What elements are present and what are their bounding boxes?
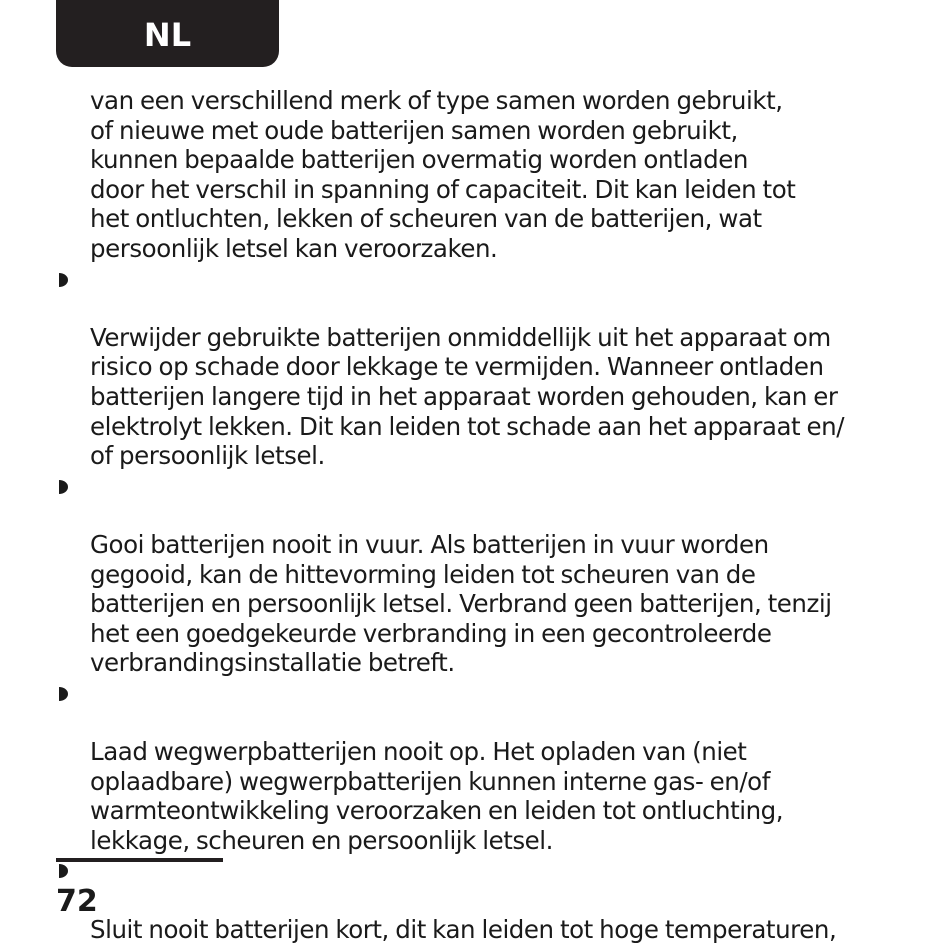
language-tab [56,0,279,67]
safety-bullet-list [56,264,916,945]
page-number: 72 [56,884,98,919]
half-circle-bullet-icon [59,687,68,701]
safety-bullet-item [56,855,916,944]
intro-paragraph: van een verschillend merk of type samen worden gebruikt, of nieuwe met oude batterijen samen worden gebruikt, kunnen bepaalde batterijen overmatig worden ontladen door het verschil in spanning of capaciteit. Dit kan leiden tot het ontluchten, lekken of scheuren van de batterijen, wat persoonlijk letsel kan veroorzaken. [90,86,796,263]
safety-bullet-item [56,471,916,678]
footer-divider [56,858,223,862]
safety-bullet-item [56,264,916,471]
half-circle-bullet-icon [59,480,68,494]
bullet-text: Gooi batterijen nooit in vuur. Als batterijen in vuur worden gegooid, kan de hittevorming leiden tot scheuren van de batterijen en persoonlijk letsel. Verbrand geen batterijen, tenzij het een goedgekeurde verbranding in een gecontroleerde verbrandingsinstallatie betreft. [90,529,832,678]
bullet-text: Sluit nooit batterijen kort, dit kan leiden tot hoge temperaturen, [90,914,837,944]
language-tab-label: NL [143,15,192,54]
bullet-text: Laad wegwerpbatterijen nooit op. Het opladen van (niet oplaadbare) wegwerpbatterijen kunnen interne gas- en/of warmteontwikkeling veroorzaken en leiden tot ontluchting, lekkage, scheuren en persoonlijk letsel. [90,737,784,855]
half-circle-bullet-icon [59,864,68,878]
safety-bullet-item [56,678,916,856]
half-circle-bullet-icon [59,273,68,287]
manual-body [56,86,916,944]
bullet-text: Verwijder gebruikte batterijen onmiddellijk uit het apparaat om risico op schade door lekkage te vermijden. Wanneer ontladen batterijen langere tijd in het apparaat worden gehouden, kan er elektrolyt lekken. Dit kan leiden tot schade aan het apparaat en/ of persoonlijk letsel. [90,322,845,471]
